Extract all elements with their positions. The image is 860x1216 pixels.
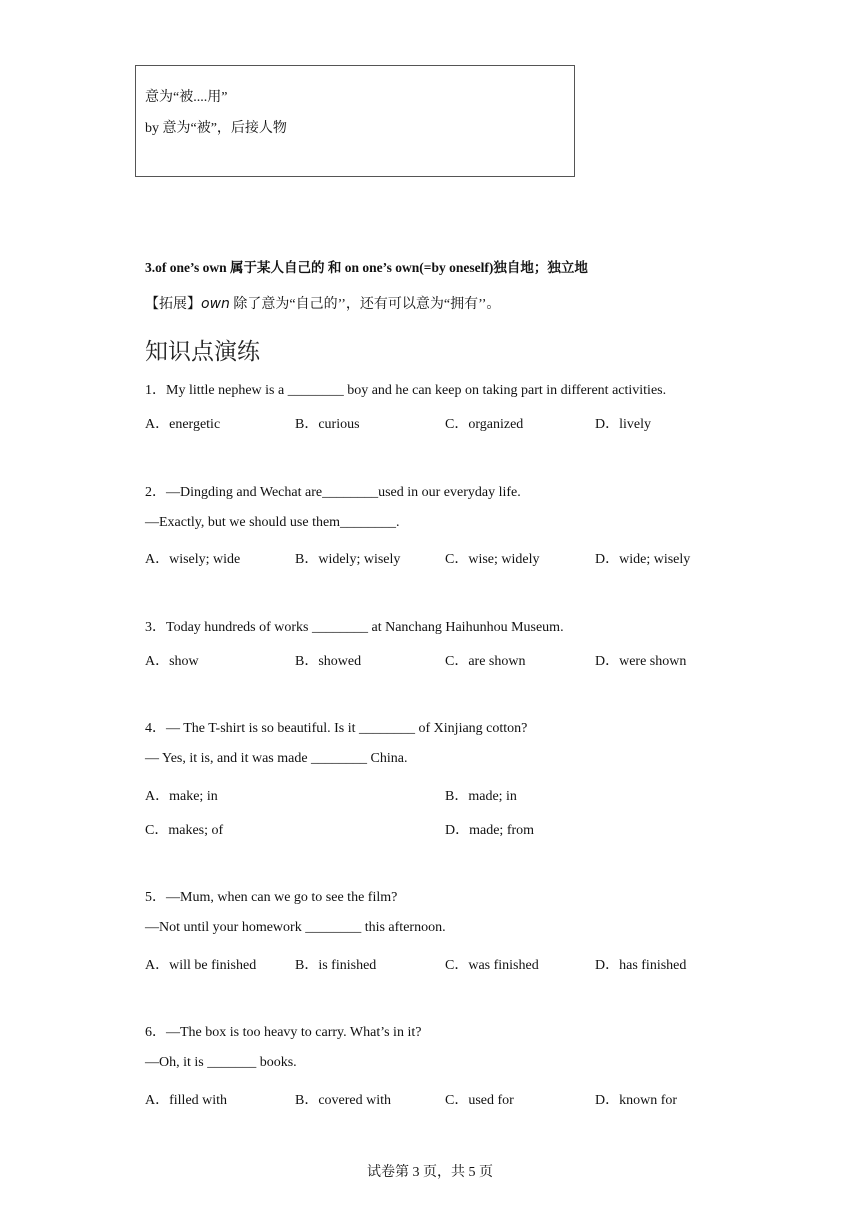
question-2-option-b: B．widely; wisely — [295, 552, 401, 567]
question-6-option-b: B．covered with — [295, 1093, 392, 1108]
question-2-line-2: —Exactly, but we should use them________. — [145, 515, 400, 530]
question-2-option-c: C．wise; widely — [445, 552, 540, 567]
question-4-line-2: — Yes, it is, and it was made ________ China. — [145, 751, 408, 766]
question-5-option-d: D．has finished — [595, 958, 687, 973]
question-2-option-d: D．wide; wisely — [595, 552, 691, 567]
note-line-2: by 意为“被”，后接人物 — [145, 121, 287, 136]
question-1-option-c: C．organized — [445, 417, 524, 432]
question-3-option-d: D．were shown — [595, 654, 687, 669]
question-6-option-a: A．filled with — [145, 1093, 228, 1108]
question-3-line-1: 3．Today hundreds of works ________ at Nanchang Haihunhou Museum. — [145, 620, 564, 635]
extension-word: own — [201, 296, 230, 312]
question-5-line-1: 5．—Mum, when can we go to see the film? — [145, 890, 398, 905]
question-6-option-c: C．used for — [445, 1093, 514, 1108]
question-6-line-2: —Oh, it is _______ books. — [145, 1055, 297, 1070]
extension-note — [145, 293, 500, 313]
question-4-option-a: A．make; in — [145, 789, 218, 804]
practice-title: 知识点演练 — [145, 339, 260, 365]
section-heading: 3.of one’s own 属于某人自己的 和 on one’s own(=by oneself)独自地；独立地 — [145, 260, 588, 275]
question-4-line-1: 4．— The T-shirt is so beautiful. Is it ________ of Xinjiang cotton? — [145, 721, 528, 736]
question-5-option-b: B．is finished — [295, 958, 377, 973]
question-1-option-b: B．curious — [295, 417, 360, 432]
question-5-option-a: A．will be finished — [145, 958, 257, 973]
question-5-option-c: C．was finished — [445, 958, 539, 973]
note-line-1: 意为“被....用” — [145, 90, 228, 105]
question-4-option-d: D．made; from — [445, 823, 535, 838]
page-footer: 试卷第 3 页，共 5 页 — [367, 1165, 493, 1180]
question-1-option-a: A．energetic — [145, 417, 221, 432]
question-4-option-c: C．makes; of — [145, 823, 224, 838]
question-1-option-d: D．lively — [595, 417, 651, 432]
question-2-line-1: 2．—Dingding and Wechat are________used in our everyday life. — [145, 485, 521, 500]
question-2-option-a: A．wisely; wide — [145, 552, 241, 567]
question-3-option-c: C．are shown — [445, 654, 526, 669]
question-1-line-1: 1．My little nephew is a ________ boy and he can keep on taking part in different activities. — [145, 383, 667, 398]
question-6-line-1: 6．—The box is too heavy to carry. What’s in it? — [145, 1025, 422, 1040]
question-6-option-d: D．known for — [595, 1093, 678, 1108]
question-3-option-b: B．showed — [295, 654, 362, 669]
extension-prefix: 【拓展】 — [145, 297, 201, 312]
extension-suffix: 除了意为“自己的’’，还有可以意为“拥有’’。 — [229, 297, 501, 312]
question-4-option-b: B．made; in — [445, 789, 517, 804]
question-3-option-a: A．show — [145, 654, 199, 669]
note-box — [135, 65, 575, 177]
question-5-line-2: —Not until your homework ________ this afternoon. — [145, 920, 446, 935]
